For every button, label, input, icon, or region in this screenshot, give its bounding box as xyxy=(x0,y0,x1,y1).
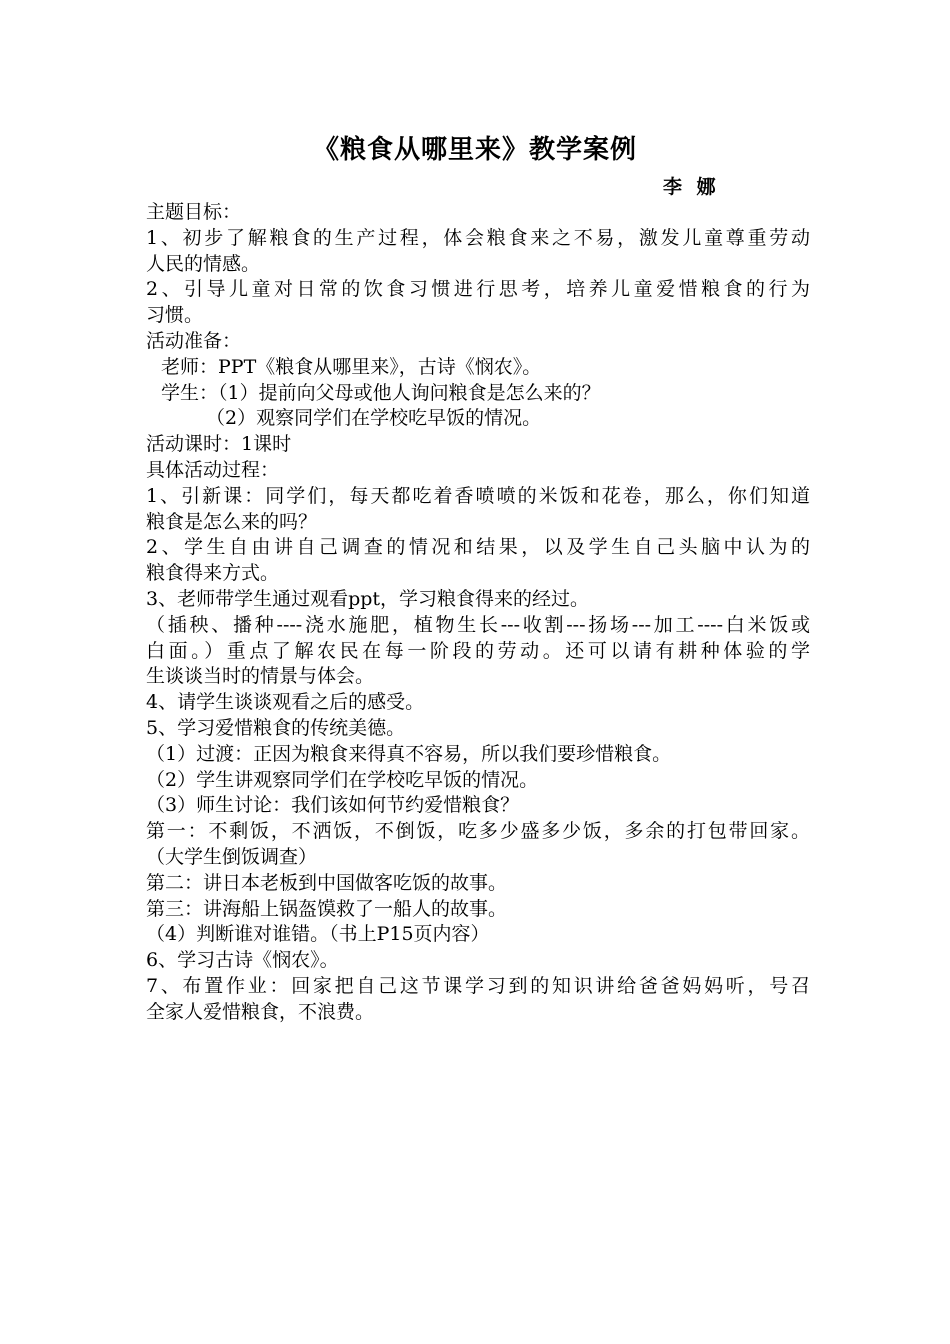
text-line: 活动课时：1课时 xyxy=(146,433,292,456)
text-line: 习惯。 xyxy=(146,304,204,327)
author-name: 李 娜 xyxy=(663,176,720,198)
text-line: 3、老师带学生通过观看ppt，学习粮食得来的经过。 xyxy=(146,587,590,610)
document-body xyxy=(146,200,810,1026)
text-line: 老师：PPT《粮食从哪里来》，古诗《悯农》。 xyxy=(161,355,542,378)
text-line: （4）判断谁对谁错。（书上P15页内容） xyxy=(146,923,490,946)
text-line: 1、初步了解粮食的生产过程，体会粮食来之不易，激发儿童尊重劳动 xyxy=(146,226,810,249)
text-line: 5、学习爱惜粮食的传统美德。 xyxy=(146,716,406,739)
text-line: （大学生倒饭调查） xyxy=(146,845,318,868)
text-line: 白面。）重点了解农民在每一阶段的劳动。还可以请有耕种体验的学 xyxy=(146,639,810,662)
text-line: 2、学生自由讲自己调查的情况和结果，以及学生自己头脑中认为的 xyxy=(146,536,810,559)
text-line: 生谈谈当时的情景与体会。 xyxy=(146,665,375,688)
text-line: （3）师生讨论：我们该如何节约爱惜粮食？ xyxy=(146,794,520,817)
text-line: （插秧、播种----浇水施肥，植物生长---收割---扬场---加工----白米饭或 xyxy=(146,613,810,636)
text-line: 粮食得来方式。 xyxy=(146,562,280,585)
text-line: 7、布置作业：回家把自己这节课学习到的知识讲给爸爸妈妈听，号召 xyxy=(146,974,810,997)
text-line: 第三：讲海船上锅盔馍救了一船人的故事。 xyxy=(146,897,508,920)
document-title: 《粮食从哪里来》教学案例 xyxy=(312,135,637,165)
text-line: 第二：讲日本老板到中国做客吃饭的故事。 xyxy=(146,871,508,894)
text-line: （1）过渡：正因为粮食来得真不容易，所以我们要珍惜粮食。 xyxy=(146,742,672,765)
text-line: 具体活动过程： xyxy=(146,458,280,481)
text-line: 主题目标： xyxy=(146,201,242,223)
text-line: 2、引导儿童对日常的饮食习惯进行思考，培养儿童爱惜粮食的行为 xyxy=(146,278,810,301)
text-line: 活动准备： xyxy=(146,329,242,352)
text-line: 第一：不剩饭，不洒饭，不倒饭，吃多少盛多少饭，多余的打包带回家。 xyxy=(146,820,810,843)
text-line: 人民的情感。 xyxy=(146,252,261,275)
text-line: 6、学习古诗《悯农》。 xyxy=(146,949,339,972)
text-line: 1、引新课：同学们，每天都吃着香喷喷的米饭和花卷，那么，你们知道 xyxy=(146,484,810,507)
text-line: 学生：（1）提前向父母或他人询问粮食是怎么来的？ xyxy=(161,381,601,404)
text-line: （2）学生讲观察同学们在学校吃早饭的情况。 xyxy=(146,768,539,791)
text-line: （2）观察同学们在学校吃早饭的情况。 xyxy=(206,407,542,430)
text-line: 全家人爱惜粮食，不浪费。 xyxy=(146,1000,375,1023)
text-line: 4、请学生谈谈观看之后的感受。 xyxy=(146,691,425,714)
text-line: 粮食是怎么来的吗？ xyxy=(146,510,318,533)
